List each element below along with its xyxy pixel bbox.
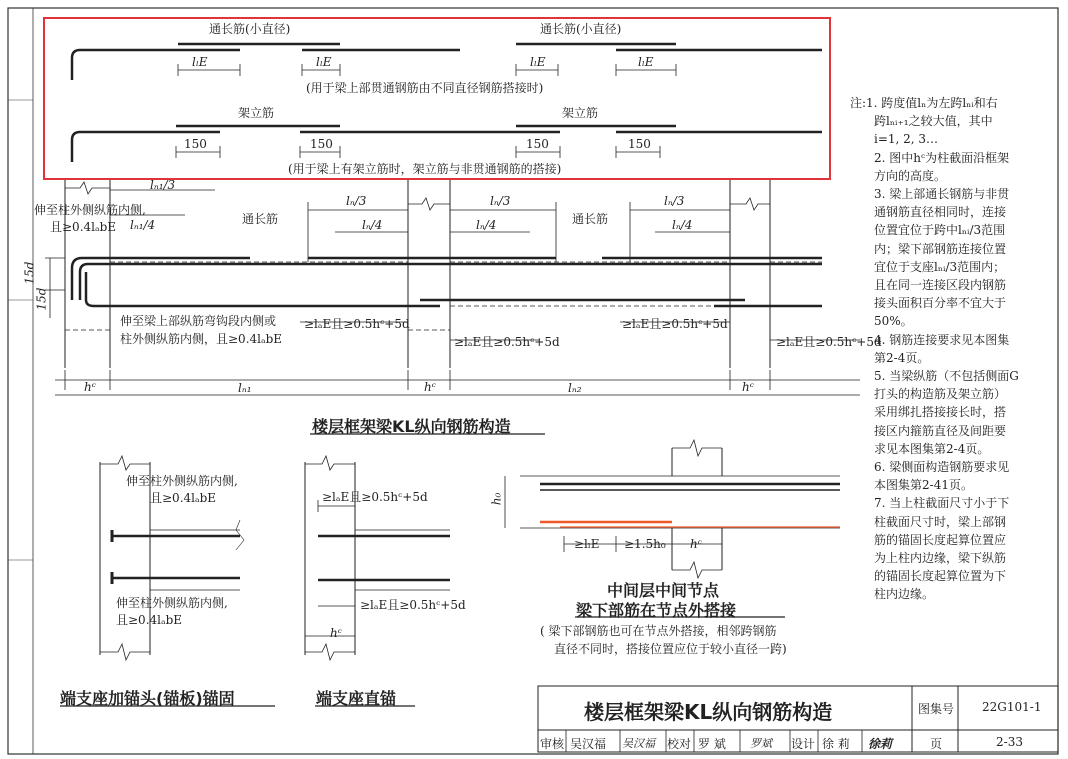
note-line: 方向的高度。 xyxy=(874,168,947,183)
note-line: 5. 当梁纵筋（不包括侧面G xyxy=(874,369,1019,384)
note-line: 内；梁下部钢筋连接位置 xyxy=(874,241,1007,256)
straight-anchor-dim-top: ≥lₐE且≥0.5hᶜ+5d xyxy=(322,490,428,504)
anchor-plate-title: 端支座加锚头(锚板)锚固 xyxy=(60,689,235,708)
note-line: 50%。 xyxy=(874,314,913,329)
main-frame-beam xyxy=(45,180,860,395)
anchor-dim-3: ≥lₐE且≥0.5hᶜ+5d xyxy=(622,317,728,331)
middle-title-2: 梁下部筋在节点外搭接 xyxy=(576,601,737,620)
sheet-title: 楼层框架梁KL纵向钢筋构造 xyxy=(584,700,833,724)
note-line: 7. 当上柱截面尺寸小于下 xyxy=(874,496,1010,511)
atlas-label: 图集号 xyxy=(918,702,955,716)
caption-erect: (用于梁上有架立筋时，架立筋与非贯通钢筋的搭接) xyxy=(288,162,562,176)
label-continuous-small-1: 通长筋(小直径) xyxy=(209,22,291,36)
note-line: 柱截面尺寸时，梁上部钢 xyxy=(874,514,1007,529)
middle-caption-2: 直径不同时，搭接位置应位于较小直径一跨) xyxy=(554,642,787,656)
outer-note-line2: 且≥0.4lₐbE xyxy=(50,220,117,234)
atlas-number: 22G101-1 xyxy=(982,700,1042,714)
lap-label-3: lₗE xyxy=(530,55,546,69)
plate-note-bottom-2: 且≥0.4lₐbE xyxy=(116,613,183,627)
note-line: 注:1. 跨度值lₙ为左跨lₙᵢ和右 xyxy=(850,96,998,110)
middle-title-1: 中间层中间节点 xyxy=(607,581,720,600)
checker-signature: 罗斌 xyxy=(750,737,772,750)
dim-ln-3-3: lₙ/3 xyxy=(664,194,685,208)
note-line: 筋的锚固长度起算位置应 xyxy=(874,532,1007,547)
plate-note-bottom-1: 伸至柱外侧纵筋内侧, xyxy=(116,596,228,610)
note-line: 通钢筋直径相同时，连接 xyxy=(874,205,1007,220)
dim-ln-4-2: lₙ/4 xyxy=(476,218,497,232)
note-line: i=1, 2, 3… xyxy=(874,132,939,147)
note-line: 接区内箍筋直径及间距要 xyxy=(874,423,1007,438)
dim-150-3: 150 xyxy=(526,137,549,151)
page-number: 2-33 xyxy=(996,735,1023,749)
straight-anchor-title: 端支座直锚 xyxy=(316,689,397,708)
dim-hc-1: hᶜ xyxy=(84,380,96,394)
designer-name: 徐 莉 xyxy=(822,737,850,751)
note-line: 宜位于支座lₙᵢ/3范围内； xyxy=(874,259,1006,274)
dim-150-4: 150 xyxy=(628,137,651,151)
plate-note-top-2: 且≥0.4lₐbE xyxy=(150,491,217,505)
dim-h0: h₀ xyxy=(489,492,504,506)
lap-label-2: lₗE xyxy=(316,55,332,69)
dim-ln1-4: lₙ₁/4 xyxy=(130,218,156,232)
note-line: 的锚固长度起算位置为下 xyxy=(874,569,1007,584)
outer-note-line1: 伸至柱外侧纵筋内侧, xyxy=(34,203,146,217)
dim-hc-2: hᶜ xyxy=(424,380,436,394)
straight-dim-hc: hᶜ xyxy=(330,626,342,640)
middle-dim-hc: hᶜ xyxy=(690,537,702,551)
note-line: 4. 钢筋连接要求见本图集 xyxy=(874,332,1010,347)
notes-panel xyxy=(850,94,1050,604)
anchor-dim-2: ≥lₐE且≥0.5hᶜ+5d xyxy=(454,335,560,349)
dim-ln1: lₙ₁ xyxy=(238,381,252,395)
straight-anchor-figure xyxy=(305,456,450,660)
hook-note-line1: 伸至梁上部纵筋弯钩段内侧或 xyxy=(120,314,277,328)
highlight-box xyxy=(43,17,831,180)
anchor-dim-1: ≥lₐE且≥0.5hᶜ+5d xyxy=(304,317,410,331)
dim-le: ≥lₗE xyxy=(574,537,600,551)
dim-hc-3: hᶜ xyxy=(742,380,754,394)
dim-ln-4-3: lₙ/4 xyxy=(672,218,693,232)
check-label: 校对 xyxy=(667,737,692,751)
note-line: 第2-4页。 xyxy=(874,350,930,365)
dim-15d-2: 15d xyxy=(34,287,49,311)
note-line: 且在同一连接区段内钢筋 xyxy=(874,278,1007,293)
lap-label-1: lₗE xyxy=(192,55,208,69)
dim-ln-3-1: lₙ/3 xyxy=(346,194,367,208)
dim-ln-4-1: lₙ/4 xyxy=(362,218,383,232)
anchor-dim-4: ≥lₐE且≥0.5hᶜ+5d xyxy=(776,335,882,349)
dim-ln2: lₙ₂ xyxy=(568,381,582,395)
dim-15d-1: 15d xyxy=(22,261,37,285)
note-line: 求见本图集第2-4页。 xyxy=(874,441,990,456)
note-line: 跨lₙᵢ₊₁之较大值，其中 xyxy=(874,114,993,129)
label-erect-2: 架立筋 xyxy=(562,106,599,120)
note-line: 位置宜位于跨中lₙᵢ/3范围 xyxy=(874,223,1006,238)
page-label: 页 xyxy=(930,737,943,751)
note-line: 6. 梁侧面构造钢筋要求见 xyxy=(874,460,1010,475)
main-figure-title: 楼层框架梁KL纵向钢筋构造 xyxy=(312,417,511,436)
design-label: 设计 xyxy=(791,737,816,751)
label-erect-1: 架立筋 xyxy=(238,106,275,120)
note-line: 采用绑扎搭接接长时，搭 xyxy=(874,405,1007,420)
dim-ln-3-2: lₙ/3 xyxy=(490,194,511,208)
note-line: 2. 图中hᶜ为柱截面沿框架 xyxy=(874,150,1010,165)
label-continuous-small-2: 通长筋(小直径) xyxy=(540,22,622,36)
dim-1-5h0: ≥1.5h₀ xyxy=(624,537,666,551)
reviewer-signature: 吴汉福 xyxy=(622,737,655,750)
label-continuous-main-1: 通长筋 xyxy=(242,212,279,226)
straight-anchor-dim-bottom: ≥lₐE且≥0.5hᶜ+5d xyxy=(360,598,466,612)
note-line: 打头的构造筋及架立筋） xyxy=(874,387,1007,402)
note-line: 柱内边缘。 xyxy=(874,587,935,602)
review-label: 审核 xyxy=(540,737,565,751)
dim-150-2: 150 xyxy=(310,137,333,151)
middle-caption-1: ( 梁下部钢筋也可在节点外搭接，相邻跨钢筋 xyxy=(540,624,777,638)
note-line: 为上柱内边缘，梁下纵筋 xyxy=(874,551,1007,566)
side-tab-strip xyxy=(1058,0,1068,759)
label-continuous-main-2: 通长筋 xyxy=(572,212,609,226)
middle-node-figure xyxy=(505,440,840,578)
plate-note-top-1: 伸至柱外侧纵筋内侧, xyxy=(126,474,238,488)
reviewer-name: 吴汉福 xyxy=(570,737,607,751)
designer-signature: 徐莉 xyxy=(868,737,893,751)
lap-label-4: lₗE xyxy=(638,55,654,69)
note-line: 接头面积百分率不宜大于 xyxy=(874,296,1007,311)
caption-continuous: (用于梁上部贯通钢筋由不同直径钢筋搭接时) xyxy=(306,81,544,95)
note-line: 本图集第2-41页。 xyxy=(874,478,973,493)
checker-name: 罗 斌 xyxy=(698,737,726,751)
dim-150-1: 150 xyxy=(184,137,207,151)
hook-note-line2: 柱外侧纵筋内侧，且≥0.4lₐbE xyxy=(120,332,283,346)
dim-ln1-3: lₙ₁/3 xyxy=(150,178,176,192)
note-line: 3. 梁上部通长钢筋与非贯 xyxy=(874,187,1010,202)
